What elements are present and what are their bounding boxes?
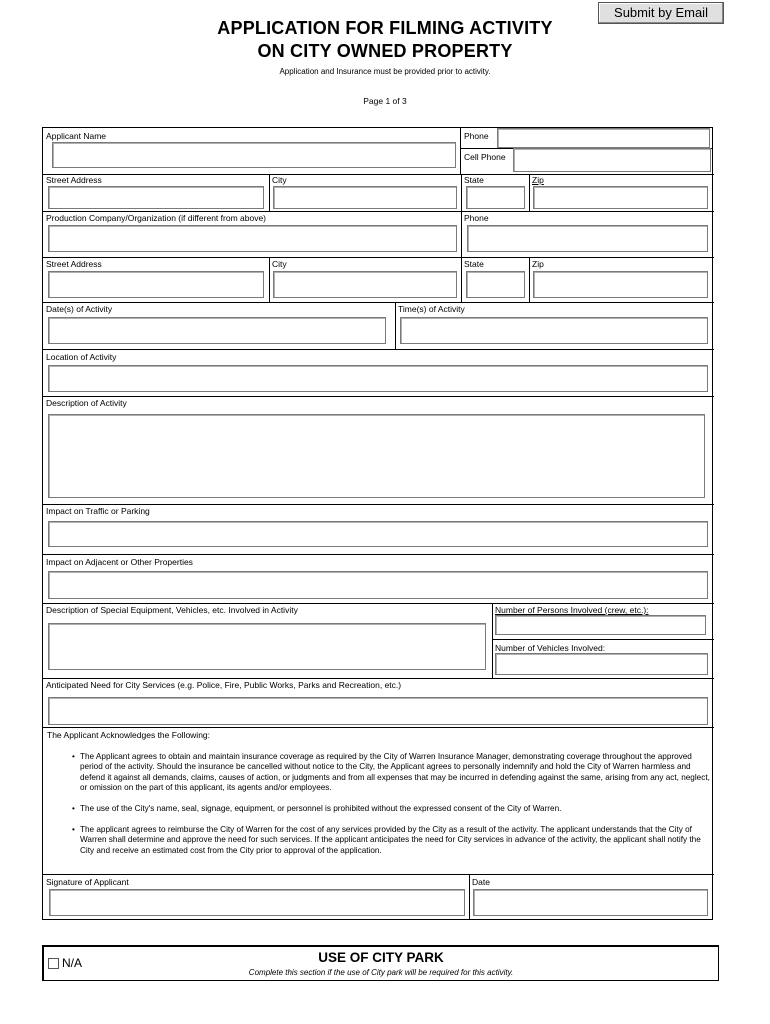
location-label: Location of Activity <box>46 352 117 362</box>
state2-label: State <box>464 259 484 269</box>
street-address-label: Street Address <box>46 175 102 185</box>
city2-field[interactable] <box>273 271 457 298</box>
street-address2-label: Street Address <box>46 259 102 269</box>
production-company-field[interactable] <box>48 225 457 252</box>
cell-phone-label: Cell Phone <box>464 152 506 162</box>
page-number: Page 1 of 3 <box>363 96 407 106</box>
date-label: Date <box>472 877 490 887</box>
signature-field[interactable] <box>49 889 465 916</box>
city-park-section <box>42 945 719 981</box>
acknowledgement-item: • The applicant agrees to reimburse the City of Warren for the cost of any services provided by the City as a result of the activity. The applicant understands that the City of Warren shall determine and approve the need for such services. If the applicant anticipates the need for City services in advance of the activity, the applicant shall notify the City and receive an estimated cost from the City prior to approval of the application. <box>72 825 701 855</box>
impact-adjacent-label: Impact on Adjacent or Other Properties <box>46 557 193 567</box>
zip-field[interactable] <box>533 186 708 209</box>
city2-label: City <box>272 259 287 269</box>
submit-by-email-button[interactable]: Submit by Email <box>598 2 724 24</box>
applicant-name-field[interactable] <box>52 142 456 168</box>
applicant-name-label: Applicant Name <box>46 131 107 141</box>
city-label: City <box>272 175 287 185</box>
city-field[interactable] <box>273 186 457 209</box>
num-vehicles-label: Number of Vehicles Involved: <box>495 643 606 653</box>
city-park-subtitle: Complete this section if the use of City park will be required for this activity. <box>248 968 514 977</box>
state-label: State <box>464 175 484 185</box>
impact-adjacent-field[interactable] <box>48 571 708 599</box>
phone-field[interactable] <box>497 128 710 148</box>
special-equipment-field[interactable] <box>48 623 486 670</box>
phone-label: Phone <box>464 131 489 141</box>
description-label: Description of Activity <box>46 398 127 408</box>
street-address-field[interactable] <box>48 186 264 209</box>
acknowledgement-item: • The Applicant agrees to obtain and maintain insurance coverage as required by the City of Warren Insurance Manager, demonstrating coverage throughout the approved period of the activity. Should the insurance be cancelled without notice to the City, the Applicant agrees to personally indemnify and hold the City of Warren harmless and defend it against all demands, claims, causes of action, or judgments and from all expenses that may be incurred in defending against the same, arising from any act, neglect, or omission on the part of this applicant, its agents and/or employees. <box>72 752 710 793</box>
times-field[interactable] <box>400 317 708 344</box>
phone2-field[interactable] <box>467 225 708 252</box>
impact-traffic-label: Impact on Traffic or Parking <box>46 506 150 516</box>
application-form <box>42 127 713 920</box>
state2-field[interactable] <box>466 271 525 298</box>
zip-label: Zip <box>532 175 544 185</box>
signature-label: Signature of Applicant <box>46 877 129 887</box>
zip2-field[interactable] <box>533 271 708 298</box>
phone2-label: Phone <box>464 213 489 223</box>
times-label: Time(s) of Activity <box>398 304 465 314</box>
location-field[interactable] <box>48 365 708 392</box>
date-field[interactable] <box>473 889 708 916</box>
acknowledgements-heading: The Applicant Acknowledges the Following: <box>47 730 211 740</box>
city-services-field[interactable] <box>48 697 708 725</box>
acknowledgement-item: • The use of the City's name, seal, signage, equipment, or personnel is prohibited without the expressed consent of the City of Warren. <box>72 804 562 813</box>
form-title-line1: APPLICATION FOR FILMING ACTIVITY <box>217 18 553 38</box>
production-company-label: Production Company/Organization (if different from above) <box>46 213 267 223</box>
na-label: N/A <box>62 956 83 970</box>
form-title-line2: ON CITY OWNED PROPERTY <box>257 41 513 61</box>
num-persons-label: Number of Persons Involved (crew, etc.): <box>495 605 649 615</box>
form-subtitle: Application and Insurance must be provided prior to activity. <box>279 67 491 76</box>
city-park-title: USE OF CITY PARK <box>318 950 444 965</box>
dates-label: Date(s) of Activity <box>46 304 113 314</box>
dates-field[interactable] <box>48 317 386 344</box>
city-services-label: Anticipated Need for City Services (e.g. Police, Fire, Public Works, Parks and Recreation, etc.) <box>46 680 402 690</box>
street-address2-field[interactable] <box>48 271 264 298</box>
state-field[interactable] <box>466 186 525 209</box>
num-vehicles-field[interactable] <box>495 653 708 675</box>
impact-traffic-field[interactable] <box>48 521 708 547</box>
cell-phone-field[interactable] <box>513 148 711 172</box>
description-field[interactable] <box>48 414 705 498</box>
num-persons-field[interactable] <box>495 615 706 635</box>
special-equipment-label: Description of Special Equipment, Vehicles, etc. Involved in Activity <box>46 605 298 615</box>
zip2-label: Zip <box>532 259 544 269</box>
